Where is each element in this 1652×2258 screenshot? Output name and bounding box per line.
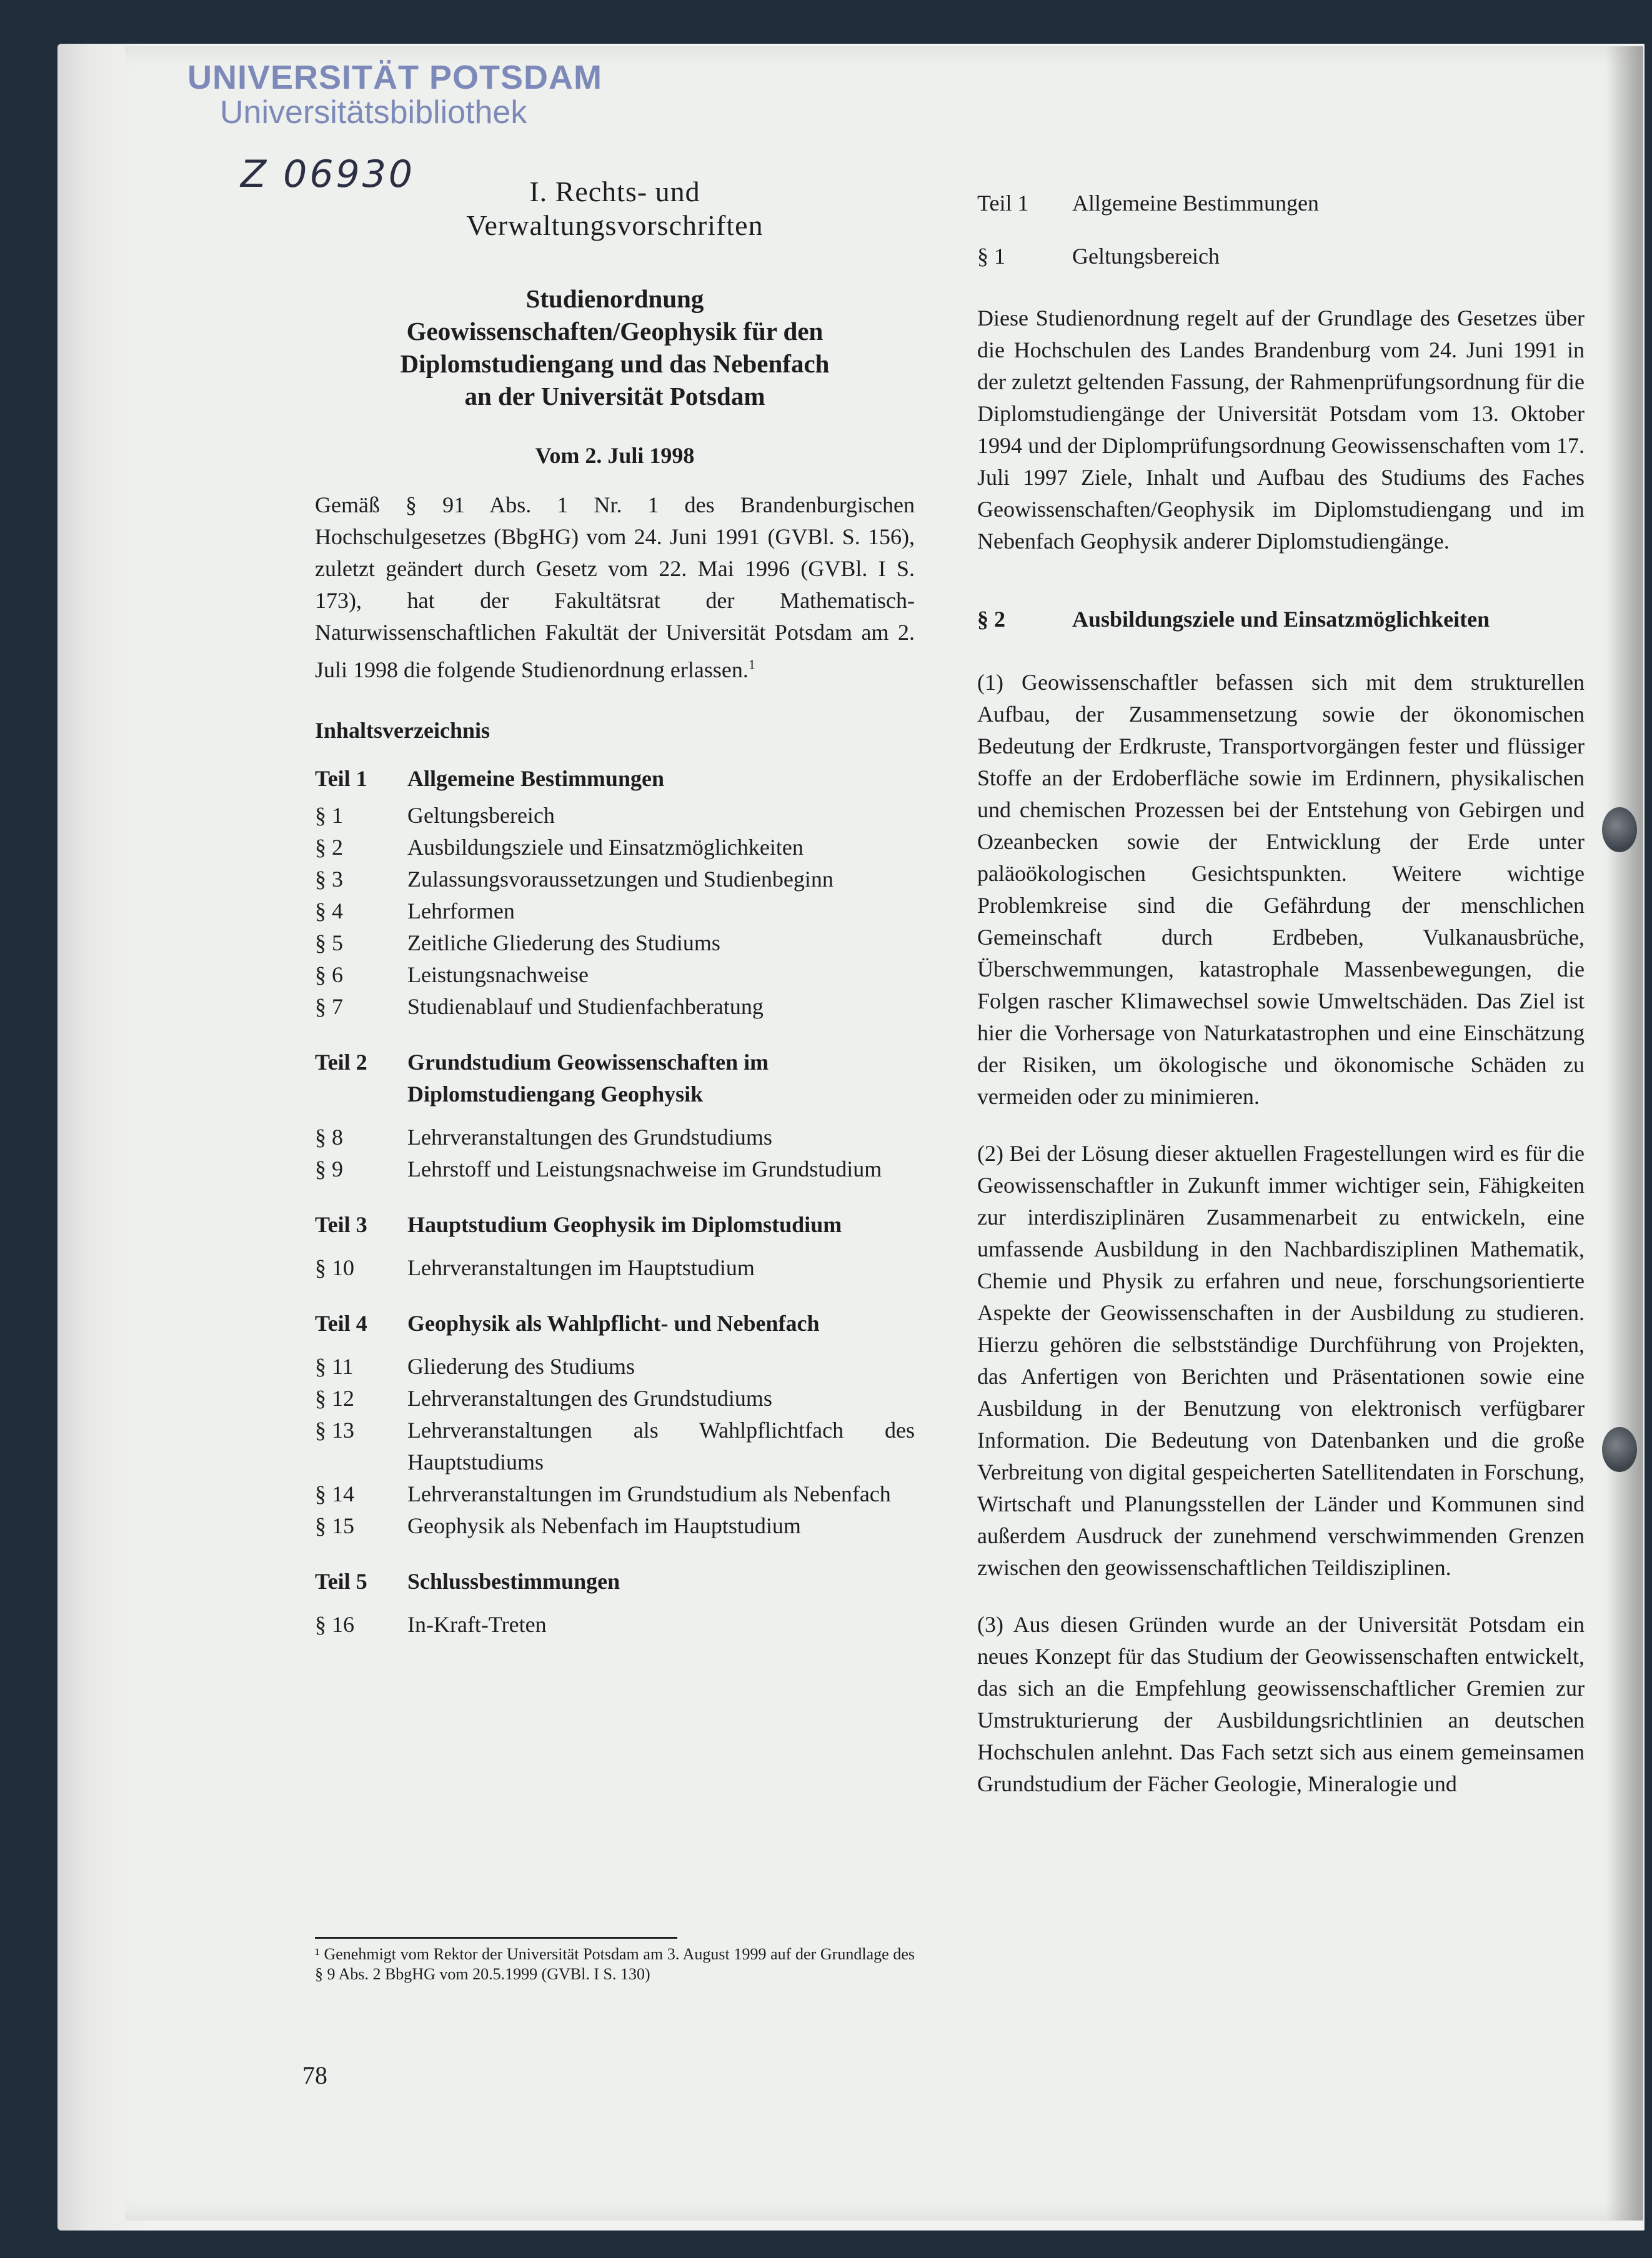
toc-item-title: Lehrveranstaltungen des Grundstudiums — [407, 1386, 772, 1411]
section-num: § 2 — [977, 607, 1005, 632]
toc-part-title: Grundstudium Geowissenschaften im Diplomstudiengang Geophysik — [407, 1050, 769, 1107]
toc-title: Inhaltsverzeichnis — [315, 718, 490, 743]
toc-part — [315, 1308, 915, 1542]
preamble — [315, 489, 915, 686]
toc-item-num: § 10 — [315, 1255, 354, 1280]
toc-item-title: Lehrveranstaltungen im Grundstudium als Nebenfach — [407, 1481, 891, 1506]
toc-item-num: § 3 — [315, 867, 343, 892]
toc-item-title: Gliederung des Studiums — [407, 1354, 635, 1379]
section-title-line: Verwaltungsvorschriften — [466, 209, 764, 241]
toc-item-title: Ausbildungsziele und Einsatzmöglichkeiten — [407, 835, 804, 860]
footnote: ¹ Genehmigt vom Rektor der Universität Potsdam am 3. August 1999 auf der Grundlage des § 9 Abs. 2 BbgHG vom 20.5.1999 (GVBl. I S. 130) — [315, 1945, 915, 1983]
toc-item-num: § 2 — [315, 835, 343, 860]
regulation-title-line: an der Universität Potsdam — [464, 382, 765, 410]
regulation-date: Vom 2. Juli 1998 — [535, 443, 695, 468]
toc-item-num: § 12 — [315, 1386, 354, 1411]
toc-item-num: § 6 — [315, 962, 343, 987]
section-title: Geltungsbereich — [1072, 244, 1220, 269]
section-title — [315, 175, 915, 242]
toc-item-num: § 15 — [315, 1513, 354, 1538]
paragraph: (1) Geowissenschaftler befassen sich mit dem strukturellen Aufbau, der Zusammensetzung sowie der ökonomischen Bedeutung der Erdkruste, Transportvorgängen fester und flüssiger Stoffe an der Erdoberfläche sowie im Erdinnern, physikalischen und chemischen Prozessen bei der Entstehung von Gebirgen und Ozeanbecken sowie der Entwicklung der Erde unter paläoökologischen Gesichtspunkten. Weitere wichtige Problemkreise sind die Gefährdung der menschlichen Gemeinschaft durch Erdbeben, Vulkanausbrüche, Überschwemmungen, katastrophale Massenbewegungen, die Folgen rascher Klimawechsel sowie Umweltschäden. Das Ziel ist hier die Vorhersage von Naturkatastrophen und eine Einschätzung der Risiken, um ökologische und ökonomische Schäden zu vermeiden oder zu minimieren. — [977, 670, 1585, 1109]
left-column — [315, 175, 915, 1641]
section-num: § 1 — [977, 244, 1005, 269]
toc-item-num: § 4 — [315, 898, 343, 923]
part-num: Teil 1 — [977, 191, 1029, 216]
toc-item-title: Lehrveranstaltungen des Grundstudiums — [407, 1125, 772, 1150]
footnote-rule — [315, 1937, 677, 1939]
right-column — [977, 187, 1585, 1825]
toc-item-title: Lehrformen — [407, 898, 515, 923]
toc-part — [315, 1209, 915, 1284]
paragraph: Diese Studienordnung regelt auf der Grundlage des Gesetzes über die Hochschulen des Landes Brandenburg vom 24. Juni 1991 in der zuletzt geltenden Fassung, der Rahmenprüfungsordnung für die Diplomstudiengänge der Universität Potsdam vom 13. Oktober 1994 und der Diplomprüfungsordnung Geowissenschaften vom 17. Juli 1997 Ziele, Inhalt und Aufbau des Studiums des Faches Geowissenschaften/Geophysik im Diplomstudiengang und im Nebenfach Geophysik anderer Diplomstudiengänge. — [977, 306, 1585, 554]
footnote-ref: 1 — [748, 657, 755, 672]
stamp-line: Universitätsbibliothek — [220, 94, 527, 131]
page-number: 78 — [302, 2061, 327, 2089]
toc-item-title: Lehrveranstaltungen als Wahlpflichtfach des Hauptstudiums — [407, 1418, 915, 1475]
toc-item-num: § 1 — [315, 803, 343, 828]
toc-part — [315, 1566, 915, 1641]
regulation-title-line: Diplomstudiengang und das Nebenfach — [400, 349, 830, 378]
toc-item-title: Studienablauf und Studienfachberatung — [407, 994, 764, 1019]
toc-item-num: § 9 — [315, 1156, 343, 1181]
preamble-text: Gemäß § 91 Abs. 1 Nr. 1 des Brandenburgischen Hochschulgesetzes (BbgHG) vom 24. Juni 1991 (GVBl. S. 156), zuletzt geändert durch Gesetz vom 22. Mai 1996 (GVBl. I S. 173), hat der Fakultätsrat der Mathematisch-Naturwissenschaftlichen Fakultät der Universität Potsdam am 2. Juli 1998 die folgende Studienordnung erlassen. — [315, 492, 915, 682]
toc-item-num: § 5 — [315, 930, 343, 955]
section-title: Ausbildungsziele und Einsatzmöglichkeiten — [1072, 607, 1490, 632]
section-heading — [977, 604, 1585, 635]
toc-item-title: Zeitliche Gliederung des Studiums — [407, 930, 720, 955]
regulation-title — [315, 282, 915, 412]
toc-part-num: Teil 3 — [315, 1212, 367, 1237]
toc-part-title: Schlussbestimmungen — [407, 1569, 620, 1594]
toc-item-num: § 11 — [315, 1354, 354, 1379]
binding-shadow — [1606, 46, 1643, 2221]
stamp-line: UNIVERSITÄT POTSDAM — [187, 59, 603, 96]
section-title-line: I. Rechts- und — [529, 176, 700, 207]
paragraph: (2) Bei der Lösung dieser aktuellen Fragestellungen wird es für die Geowissenschaftler in Zukunft immer wichtiger sein, Fähigkeiten zur interdisziplinären Zusammenarbeit zu entwickeln, eine umfassende Ausbildung in den Nachbardisziplinen Mathematik, Chemie und Physik zu erfahren und neue, forschungsorientierte Aspekte der Geowissenschaften in der Ausbildung zu studieren. Hierzu gehören die selbstständige Durchführung von Projekten, das Anfertigen von Berichten und Präsentationen sowie eine Ausbildung in der Benutzung von elektronisch verfügbarer Information. Die Bedeutung von Datenbanken und die große Verbreitung von digital gespeicherten Satellitendaten in Forschung, Wirtschaft und Planungsstellen der Länder und Kommunen sind außerdem Ausdruck der zunehmend verschwimmenden Grenzen zwischen den geowissenschaftlichen Teildisziplinen. — [977, 1141, 1585, 1580]
toc-item-title: Geophysik als Nebenfach im Hauptstudium — [407, 1513, 801, 1538]
toc-part-num: Teil 2 — [315, 1050, 367, 1075]
regulation-title-line: Studienordnung — [525, 284, 704, 313]
punch-hole — [1602, 1427, 1637, 1472]
toc-part — [315, 1047, 915, 1185]
toc-item-num: § 8 — [315, 1125, 343, 1150]
toc-item-title: Zulassungsvoraussetzungen und Studienbeginn — [407, 867, 833, 892]
punch-hole — [1602, 807, 1637, 852]
toc-part-num: Teil 5 — [315, 1569, 367, 1594]
part-title: Allgemeine Bestimmungen — [1072, 191, 1319, 216]
toc-part-title: Allgemeine Bestimmungen — [407, 766, 664, 791]
toc-part-title: Geophysik als Wahlpflicht- und Nebenfach — [407, 1311, 820, 1336]
section-heading — [977, 241, 1585, 272]
toc-item-title: Leistungsnachweise — [407, 962, 589, 987]
library-stamp — [187, 60, 602, 129]
toc-item-title: In-Kraft-Treten — [407, 1612, 547, 1637]
toc-item-num: § 13 — [315, 1418, 354, 1443]
table-of-contents — [315, 763, 915, 1641]
part-heading — [977, 187, 1585, 219]
toc-item-num: § 16 — [315, 1612, 354, 1637]
toc-item-title: Geltungsbereich — [407, 803, 555, 828]
regulation-title-line: Geowissenschaften/Geophysik für den — [406, 317, 824, 346]
toc-part-num: Teil 1 — [315, 766, 367, 791]
toc-part — [315, 763, 915, 1023]
toc-item-title: Lehrveranstaltungen im Hauptstudium — [407, 1255, 755, 1280]
toc-item-title: Lehrstoff und Leistungsnachweise im Grundstudium — [407, 1156, 882, 1181]
handwritten-shelfmark: Z 06930 — [241, 152, 415, 196]
toc-item-num: § 7 — [315, 994, 343, 1019]
paragraph: (3) Aus diesen Gründen wurde an der Universität Potsdam ein neues Konzept für das Studium der Geowissenschaften entwickelt, das sich an die Empfehlung geowissenschaftlicher Gremien zur Umstrukturierung der Ausbildungsrichtlinien an deutschen Hochschulen anlehnt. Das Fach setzt sich aus einem gemeinsamen Grundstudium der Fächer Geologie, Mineralogie und — [977, 1612, 1585, 1796]
toc-part-num: Teil 4 — [315, 1311, 367, 1336]
toc-part-title: Hauptstudium Geophysik im Diplomstudium — [407, 1212, 842, 1237]
toc-item-num: § 14 — [315, 1481, 354, 1506]
